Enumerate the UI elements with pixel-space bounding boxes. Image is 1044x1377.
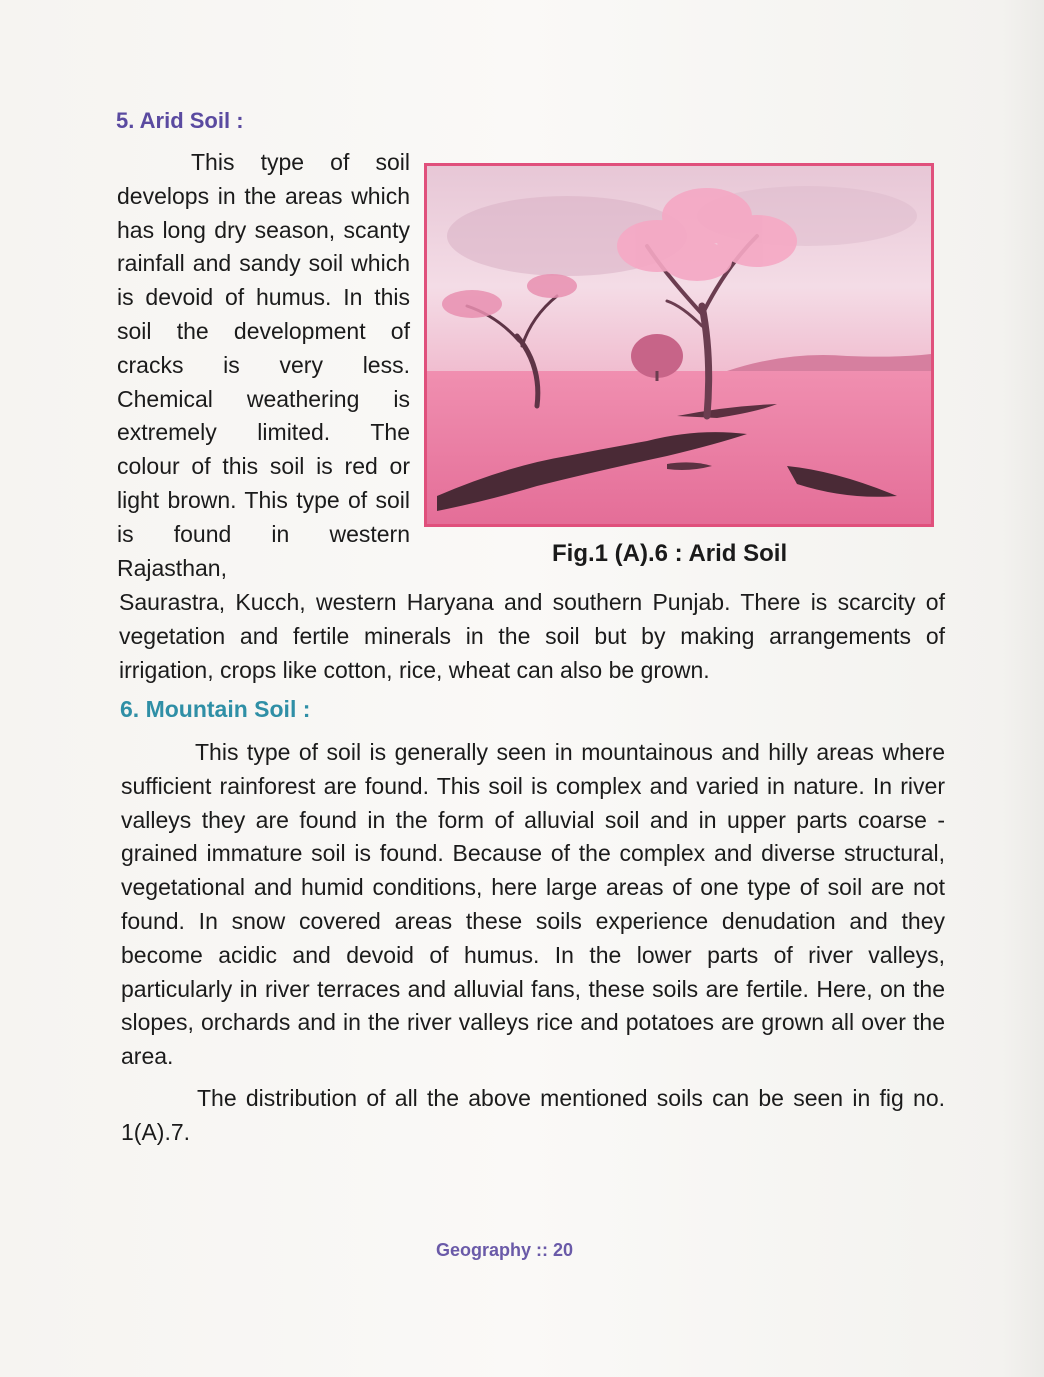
figure-caption: Fig.1 (A).6 : Arid Soil <box>552 540 788 567</box>
arid-soil-text-continued <box>119 586 945 687</box>
mountain-soil-heading: 6. Mountain Soil : <box>120 696 311 722</box>
arid-soil-paragraph-continued: Saurastra, Kucch, western Haryana and southern Punjab. There is scarcity of vegetation and fertile minerals in the soil but by making arrangements of irrigation, crops like cotton, rice, wheat can also be grown. <box>119 589 945 683</box>
arid-soil-paragraph: This type of soil develops in the areas which has long dry season, scanty rainfall and sandy soil which is devoid of humus. In this soil the development of cracks is very less. Chemical weathering is extremely limited. The colour of this soil is red or light brown. This type of soil is found in western Rajasthan, <box>117 149 410 581</box>
mountain-soil-paragraph: This type of soil is generally seen in mountainous and hilly areas where sufficient rainforest are found. This soil is complex and varied in nature. In river valleys they are found in the form of alluvial soil and in upper parts coarse - grained immature soil is found. Because of the complex and diverse structural, vegetational and humid conditions, here large areas of one type of soil are not found. In snow covered areas these soils experience denudation and they become acidic and devoid of humus. In the lower parts of river valleys, particularly in river terraces and alluvial fans, these soils are fertile. Here, on the slopes, orchards and in the river valleys rice and potatoes are grown all over the area. <box>121 739 945 1070</box>
arid-soil-photo <box>424 163 934 527</box>
closing-paragraph: The distribution of all the above mentioned soils can be seen in fig no. 1(A).7. <box>121 1085 945 1145</box>
mountain-soil-text <box>121 736 945 1074</box>
arid-soil-heading: 5. Arid Soil : <box>116 108 244 133</box>
arid-soil-text-column <box>117 146 410 585</box>
closing-text <box>121 1082 945 1150</box>
page-footer: Geography :: 20 <box>436 1240 574 1260</box>
